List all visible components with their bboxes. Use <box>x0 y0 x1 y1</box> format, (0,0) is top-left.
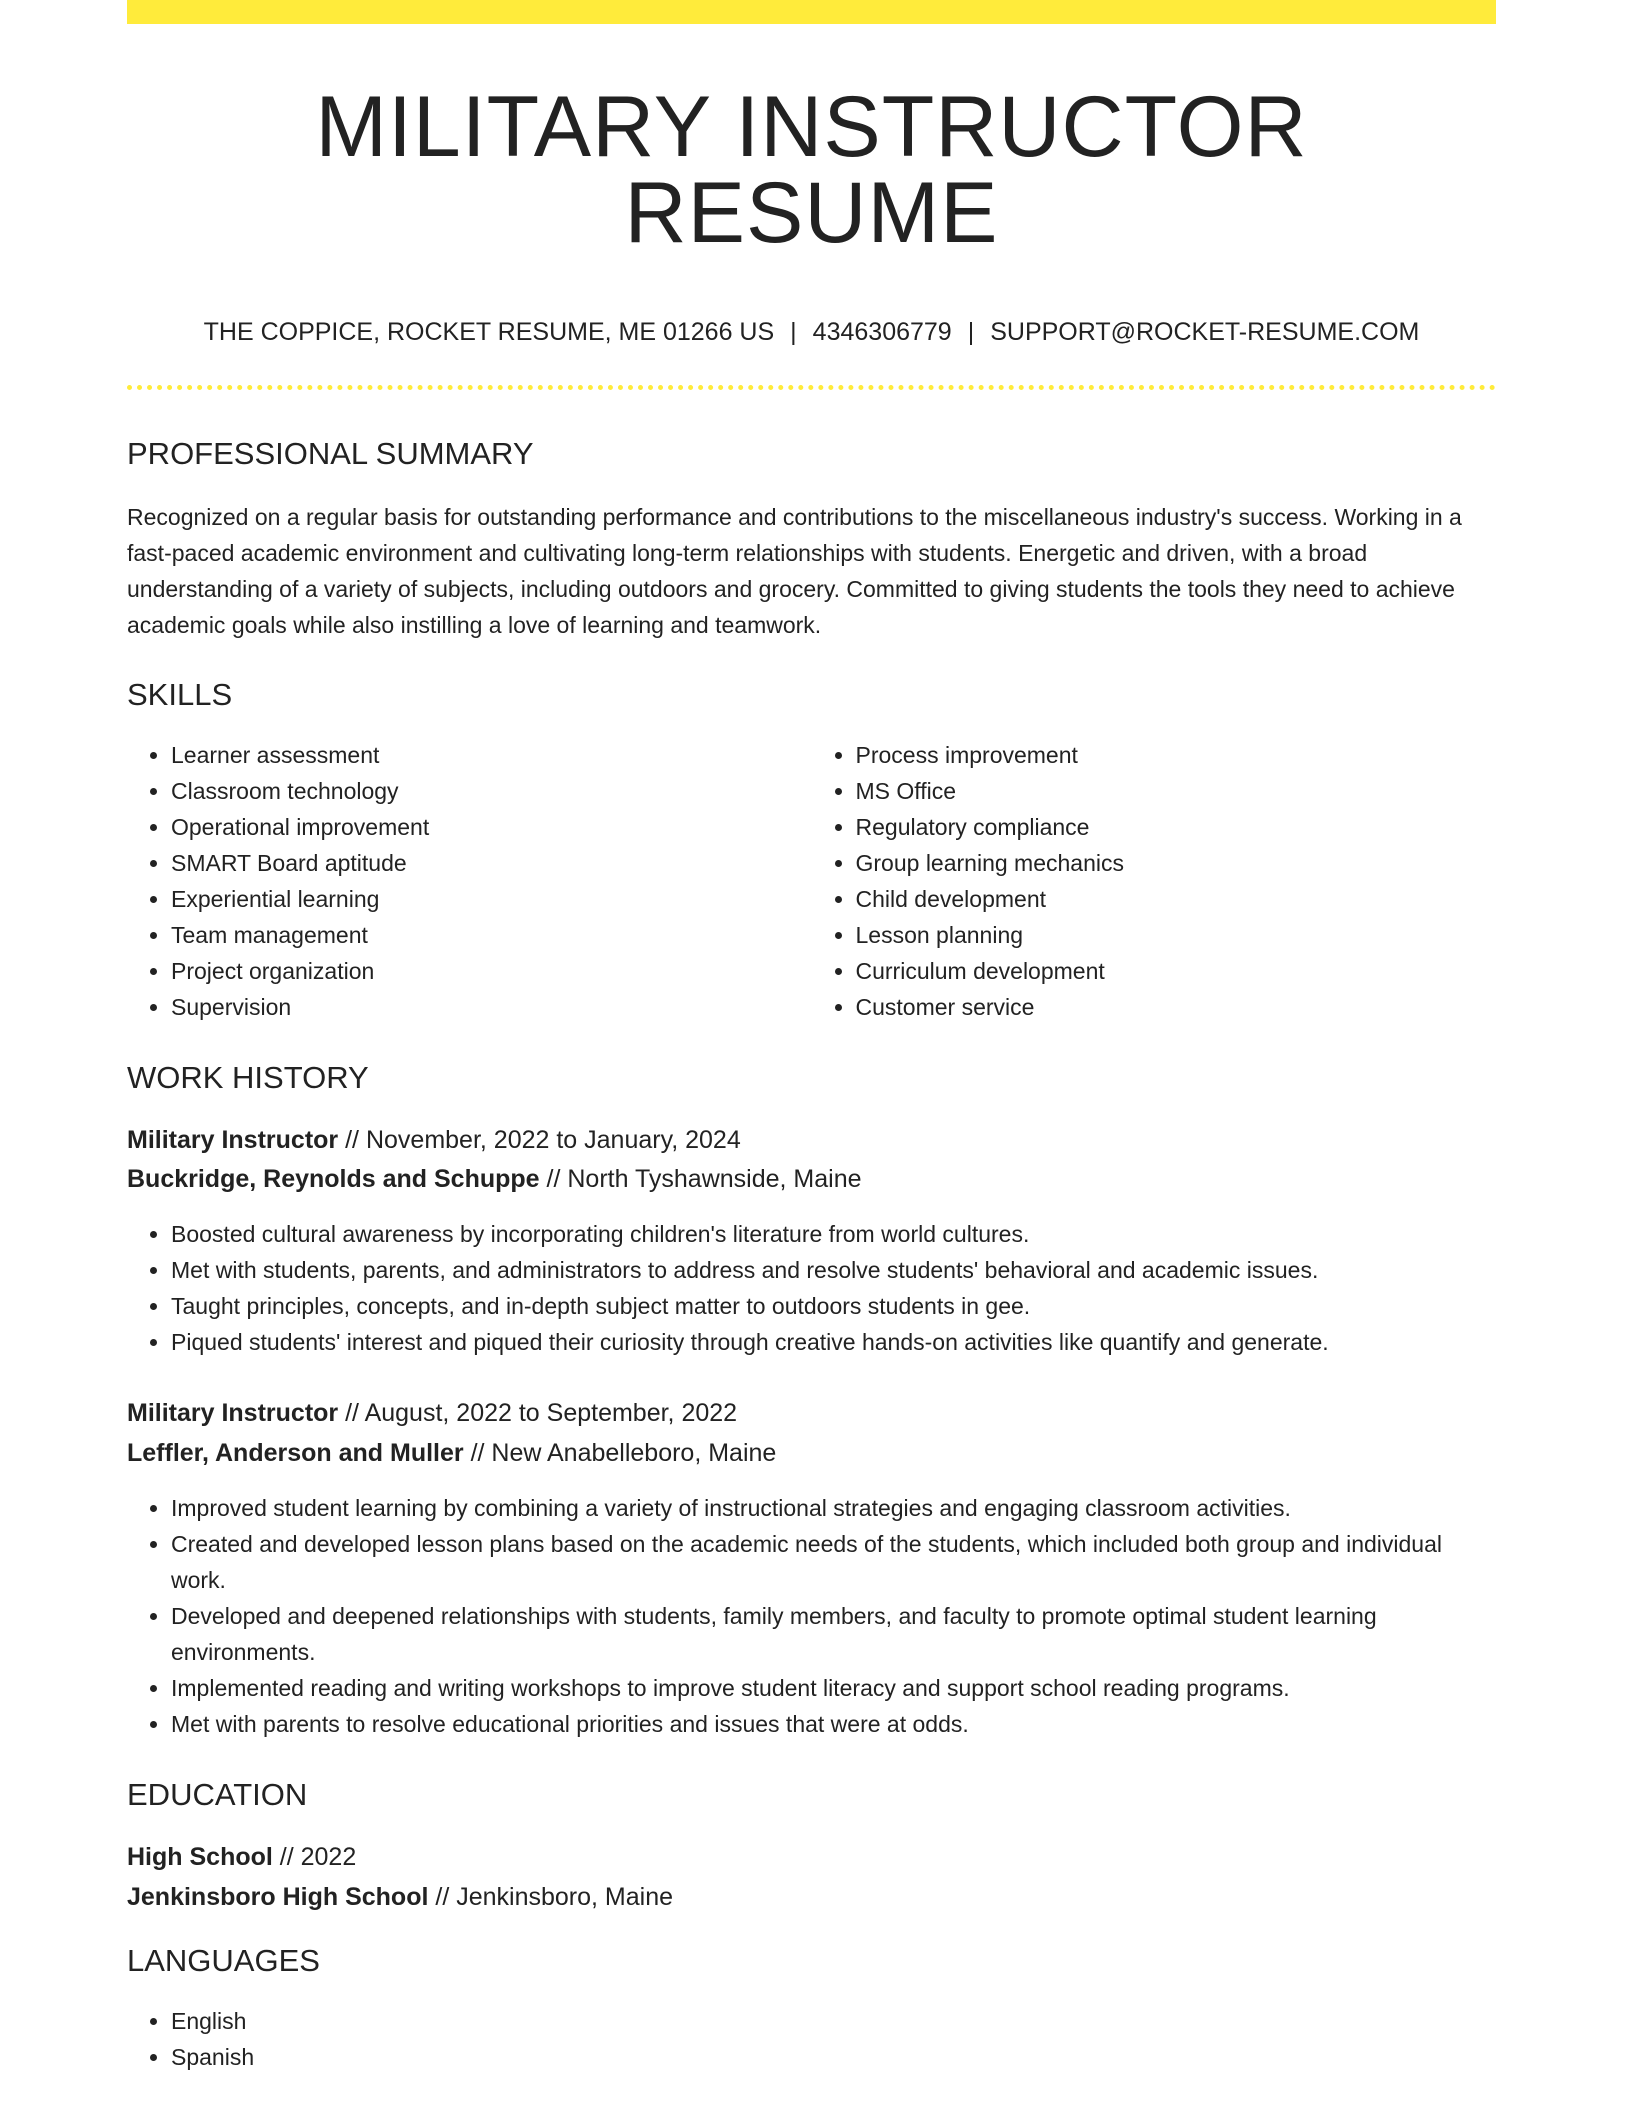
education-degree-line <box>127 1845 1496 1870</box>
skills-heading: SKILLS <box>127 677 233 712</box>
education-separator: // <box>428 1883 457 1911</box>
skill-item: • MS Office <box>856 773 1497 809</box>
languages-list <box>127 2003 1496 2075</box>
contact-phone: 4346306779 <box>812 318 952 346</box>
summary-paragraph: Recognized on a regular basis for outstanding performance and contributions to the miscellaneous industry's success. Working in a fast-paced academic environment and cultivating long-term relationships with students. Energetic and driven, with a broad understanding of a variety of subjects, including outdoors and grocery. Committed to giving students the tools they need to achieve academic goals while also instilling a love of learning and teamwork. <box>127 504 1462 638</box>
job-bullet: • Implemented reading and writing workshops to improve student literacy and support school reading programs. <box>171 1670 1496 1706</box>
skill-item: • Team management <box>171 917 812 953</box>
skill-item: • Lesson planning <box>856 917 1497 953</box>
languages-heading: LANGUAGES <box>127 1943 320 1978</box>
job-location: North Tyshawnside, Maine <box>567 1165 862 1193</box>
skills-right-list <box>812 737 1497 1025</box>
job-bullet-list <box>127 1216 1496 1360</box>
job-title-line <box>127 1401 1496 1426</box>
work-history-heading: WORK HISTORY <box>127 1060 369 1095</box>
resume-title: MILITARY INSTRUCTOR RESUME <box>315 79 1308 261</box>
job-separator: // <box>463 1439 492 1467</box>
education-heading: EDUCATION <box>127 1777 308 1812</box>
education-degree: High School <box>127 1843 273 1871</box>
job-dates: November, 2022 to January, 2024 <box>365 1126 741 1154</box>
skill-item: • Regulatory compliance <box>856 809 1497 845</box>
job-company: Buckridge, Reynolds and Schuppe <box>127 1165 540 1193</box>
accent-top-bar <box>127 0 1496 24</box>
job-separator: // <box>539 1165 568 1193</box>
job-company-line <box>127 1167 1496 1192</box>
skill-item: • Classroom technology <box>171 773 812 809</box>
contact-separator: | <box>790 318 797 346</box>
contact-separator: | <box>967 318 975 346</box>
skill-item: • Child development <box>856 881 1497 917</box>
skill-item: • Curriculum development <box>856 953 1497 989</box>
job-bullet: • Improved student learning by combining a variety of instructional strategies and engaging classroom activities. <box>171 1490 1496 1526</box>
contact-address: THE COPPICE, ROCKET RESUME, ME 01266 US <box>203 318 775 346</box>
skills-left-list <box>127 737 812 1025</box>
skill-item: • Group learning mechanics <box>856 845 1497 881</box>
skill-item: • SMART Board aptitude <box>171 845 812 881</box>
job-company: Leffler, Anderson and Muller <box>127 1439 464 1467</box>
job-bullet: • Created and developed lesson plans based on the academic needs of the students, which included both group and individual work. <box>171 1526 1496 1598</box>
skill-item: • Experiential learning <box>171 881 812 917</box>
education-section <box>127 1779 1496 1910</box>
job-bullet-list <box>127 1490 1496 1742</box>
skill-item: • Project organization <box>171 953 812 989</box>
languages-section <box>127 1945 1496 2075</box>
skills-grid <box>127 737 1496 1025</box>
skill-item: • Operational improvement <box>171 809 812 845</box>
skills-section <box>127 679 1496 1025</box>
job-bullet: • Met with students, parents, and administrators to address and resolve students' behavioral and academic issues. <box>171 1252 1496 1288</box>
education-school: Jenkinsboro High School <box>127 1883 429 1911</box>
education-location: Jenkinsboro, Maine <box>456 1883 674 1911</box>
job-title-line <box>127 1128 1496 1153</box>
job-bullet: • Piqued students' interest and piqued their curiosity through creative hands-on activities like quantify and generate. <box>171 1324 1496 1360</box>
resume-page <box>127 0 1496 2075</box>
job-separator: // <box>338 1399 365 1427</box>
summary-section <box>127 438 1496 643</box>
skill-item: • Customer service <box>856 989 1497 1025</box>
contact-email: SUPPORT@ROCKET-RESUME.COM <box>990 318 1420 346</box>
job-bullet: • Met with parents to resolve educational priorities and issues that were at odds. <box>171 1706 1496 1742</box>
skill-item: • Learner assessment <box>171 737 812 773</box>
contact-line <box>127 320 1496 345</box>
job-dates: August, 2022 to September, 2022 <box>364 1399 738 1427</box>
job-bullet: • Taught principles, concepts, and in-depth subject matter to outdoors students in gee. <box>171 1288 1496 1324</box>
job-role: Military Instructor <box>127 1399 339 1427</box>
job-role: Military Instructor <box>127 1126 339 1154</box>
job-company-line <box>127 1441 1496 1466</box>
work-history-section <box>127 1062 1496 1742</box>
language-item: • English <box>171 2003 1496 2039</box>
job-separator: // <box>338 1126 366 1154</box>
skill-item: • Process improvement <box>856 737 1497 773</box>
job-bullet: • Boosted cultural awareness by incorporating children's literature from world cultures. <box>171 1216 1496 1252</box>
job-bullet: • Developed and deepened relationships with students, family members, and faculty to promote optimal student learning environments. <box>171 1598 1496 1670</box>
skill-item: • Supervision <box>171 989 812 1025</box>
education-separator: // <box>272 1843 301 1871</box>
summary-heading: PROFESSIONAL SUMMARY <box>127 436 534 471</box>
dotted-divider <box>127 385 1496 390</box>
language-item: • Spanish <box>171 2039 1496 2075</box>
education-school-line <box>127 1885 1496 1910</box>
job-location: New Anabelleboro, Maine <box>491 1439 777 1467</box>
education-year: 2022 <box>300 1843 357 1871</box>
